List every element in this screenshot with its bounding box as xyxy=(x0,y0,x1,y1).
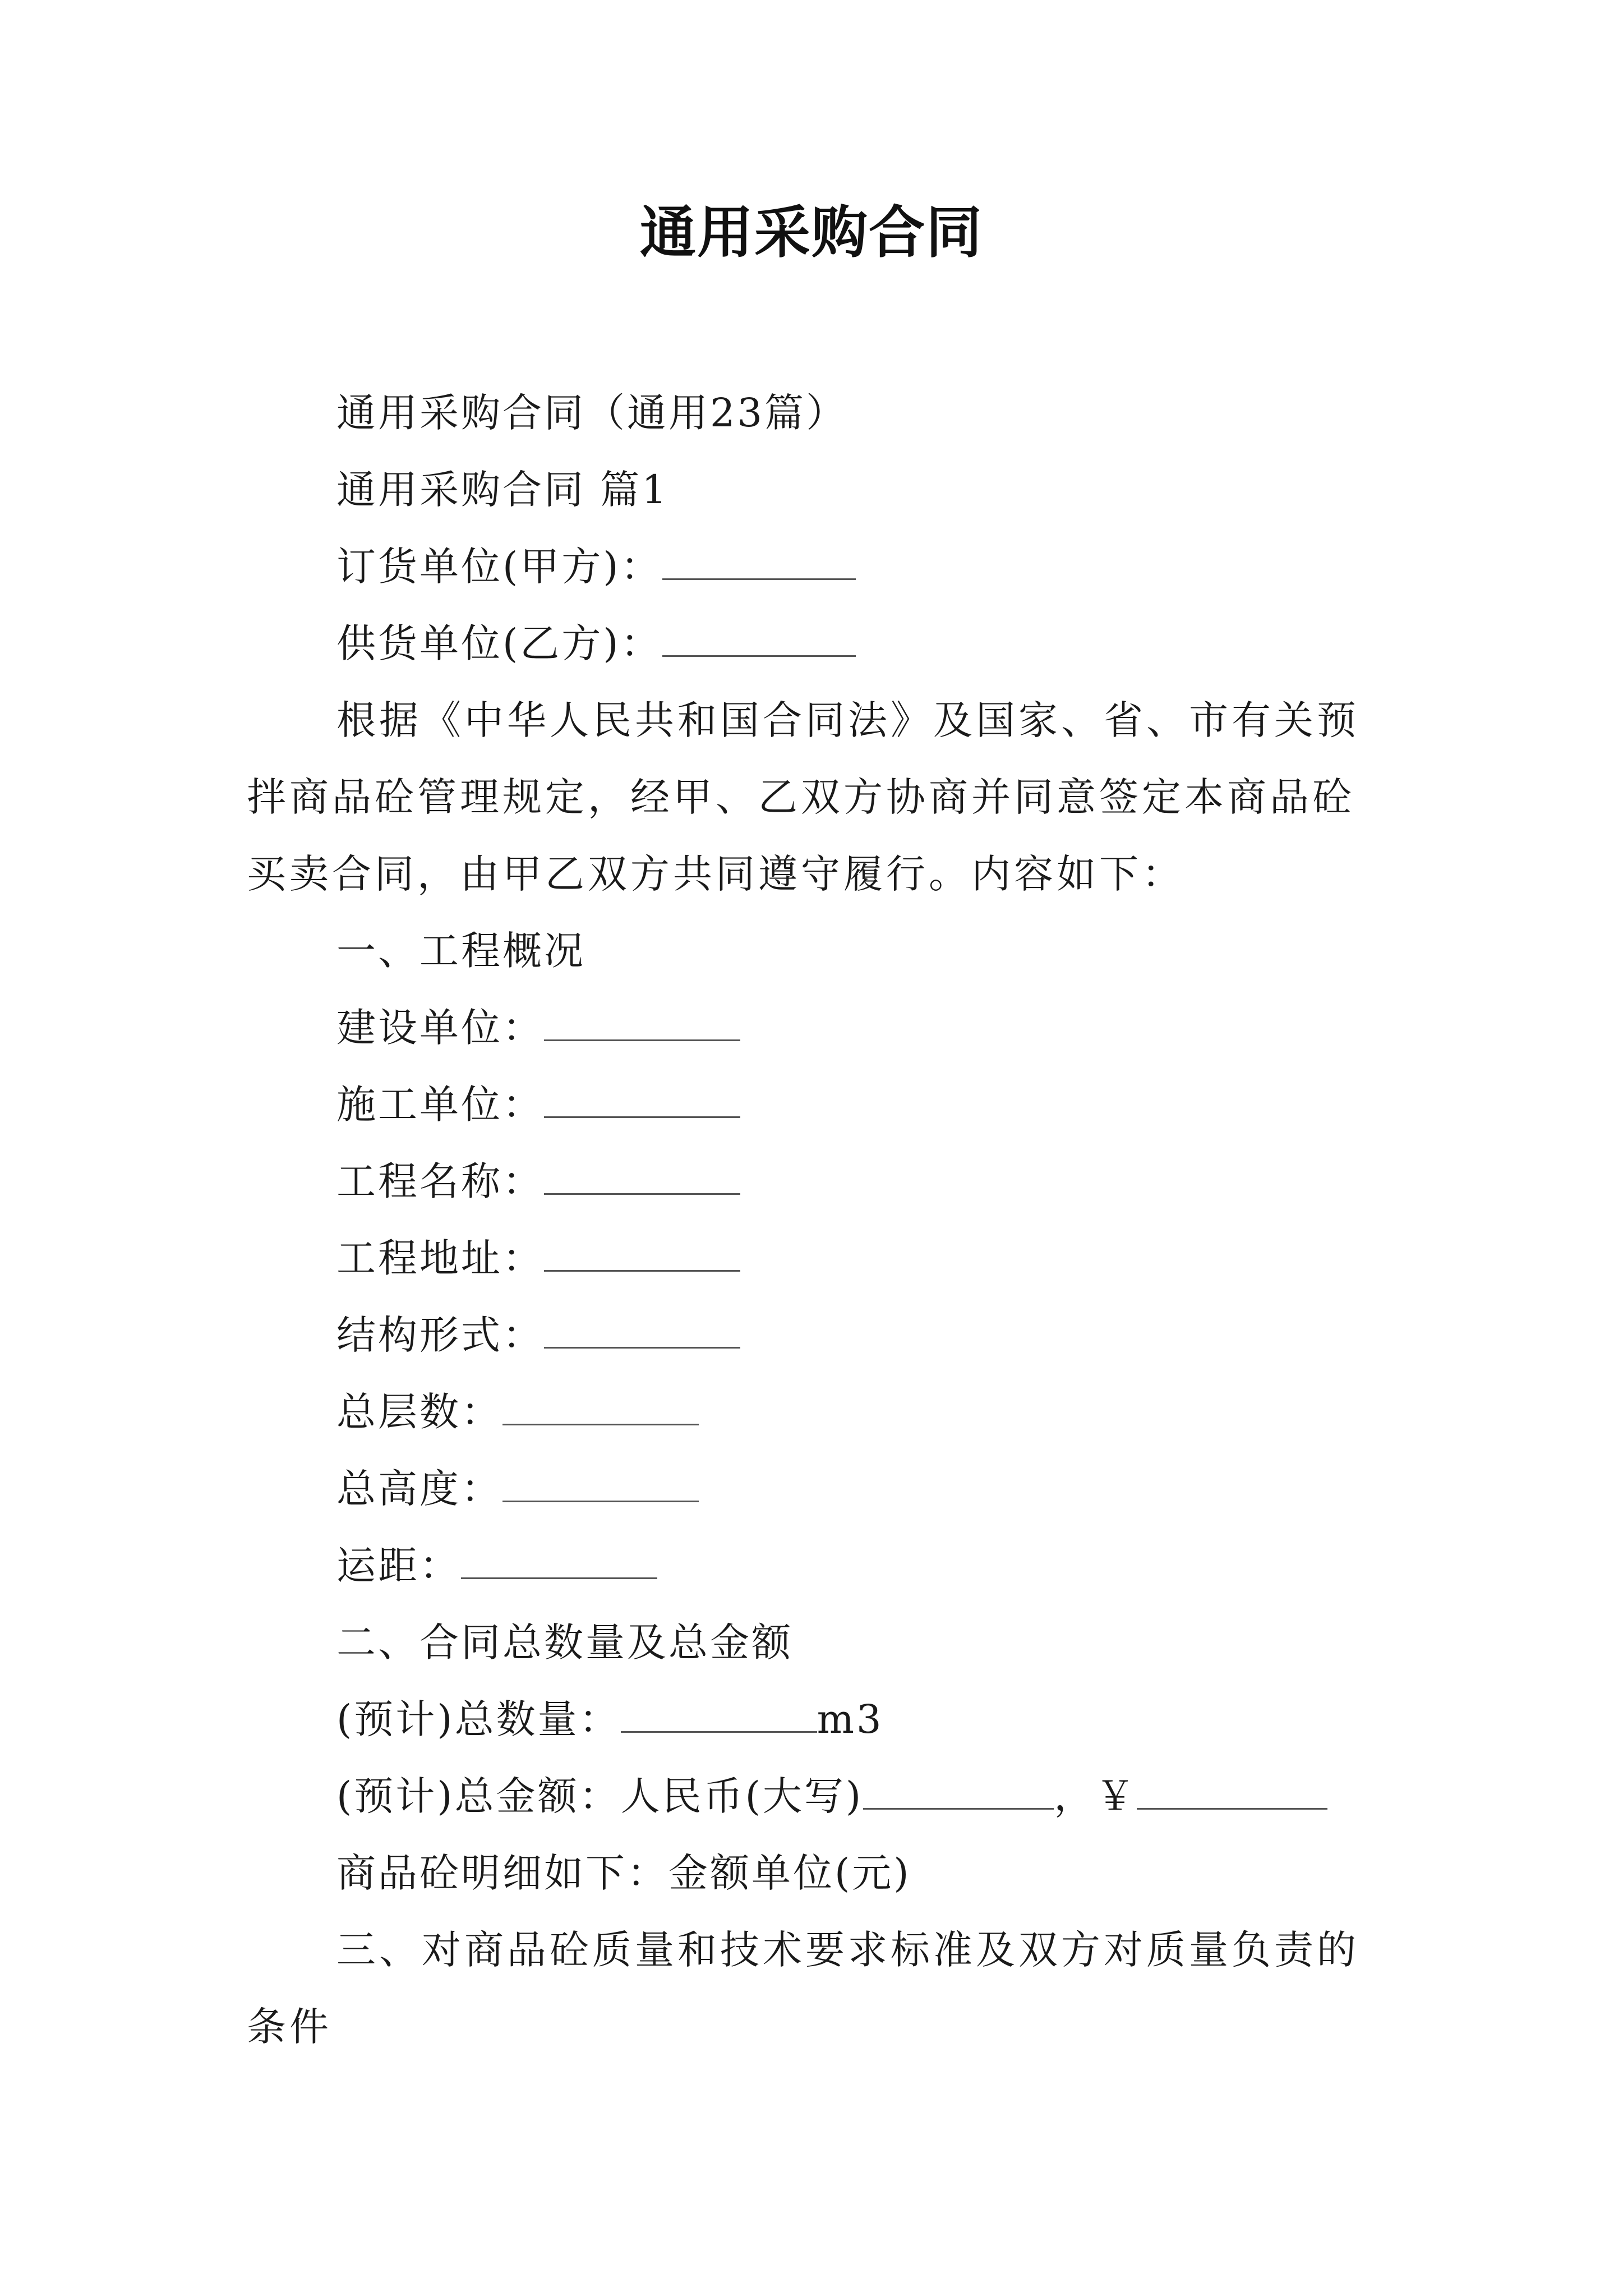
preamble-paragraph: 根据《中华人民共和国合同法》及国家、省、市有关预拌商品砼管理规定，经甲、乙双方协商并同意签定本商品砼买卖合同，由甲乙双方共同遵守履行。内容如下： xyxy=(247,697,1359,897)
total-height-blank xyxy=(502,1468,699,1502)
party-a-blank xyxy=(662,546,856,580)
total-floors-line xyxy=(247,1374,1380,1451)
part1-heading: 一、工程概况 xyxy=(336,928,585,974)
document-subtitle: 通用采购合同（通用23篇） xyxy=(336,390,848,436)
total-amount-separator: ，￥ xyxy=(1054,1773,1137,1819)
construction-unit-line xyxy=(247,990,1380,1066)
project-address-label: 工程地址： xyxy=(336,1235,544,1281)
party-b-line xyxy=(247,605,1380,682)
total-amount-number-blank xyxy=(1137,1775,1327,1810)
part3-heading: 三、对商品砼质量和技术要求标准及双方对质量负责的条件 xyxy=(247,1927,1359,2050)
distance-line xyxy=(247,1527,1380,1604)
construction-unit-blank xyxy=(544,1007,740,1041)
project-name-line xyxy=(247,1143,1380,1220)
project-address-line xyxy=(247,1220,1380,1297)
project-address-blank xyxy=(544,1237,740,1272)
total-height-label: 总高度： xyxy=(336,1466,502,1512)
distance-label: 运距： xyxy=(336,1543,461,1589)
total-floors-label: 总层数： xyxy=(336,1389,502,1435)
builder-unit-line xyxy=(247,1066,1380,1143)
structure-type-label: 结构形式： xyxy=(336,1312,544,1358)
structure-type-blank xyxy=(544,1314,740,1349)
builder-unit-blank xyxy=(544,1084,740,1118)
party-b-blank xyxy=(662,623,856,657)
section-heading: 通用采购合同 篇1 xyxy=(336,467,669,513)
builder-unit-label: 施工单位： xyxy=(336,1082,544,1128)
total-quantity-line xyxy=(247,1681,1380,1758)
document-title: 通用采购合同 xyxy=(640,200,983,265)
distance-blank xyxy=(461,1545,657,1579)
total-quantity-label: (预计)总数量： xyxy=(336,1696,621,1742)
details-line: 商品砼明细如下：金额单位(元) xyxy=(336,1850,911,1896)
document-body xyxy=(247,375,1380,2065)
total-amount-words-blank xyxy=(863,1775,1054,1810)
part2-heading: 二、合同总数量及总金额 xyxy=(336,1619,793,1665)
project-name-label: 工程名称： xyxy=(336,1158,544,1204)
construction-unit-label: 建设单位： xyxy=(336,1005,544,1051)
total-floors-blank xyxy=(502,1391,699,1425)
project-name-blank xyxy=(544,1161,740,1195)
party-a-line xyxy=(247,528,1380,605)
total-amount-line xyxy=(247,1758,1380,1835)
total-height-line xyxy=(247,1451,1380,1527)
total-amount-label: (预计)总金额：人民币(大写) xyxy=(336,1773,864,1819)
structure-type-line xyxy=(247,1297,1380,1374)
total-quantity-unit: m3 xyxy=(817,1696,884,1742)
total-quantity-blank xyxy=(621,1699,817,1733)
party-b-label: 供货单位(乙方)： xyxy=(336,620,662,666)
party-a-label: 订货单位(甲方)： xyxy=(336,544,662,590)
